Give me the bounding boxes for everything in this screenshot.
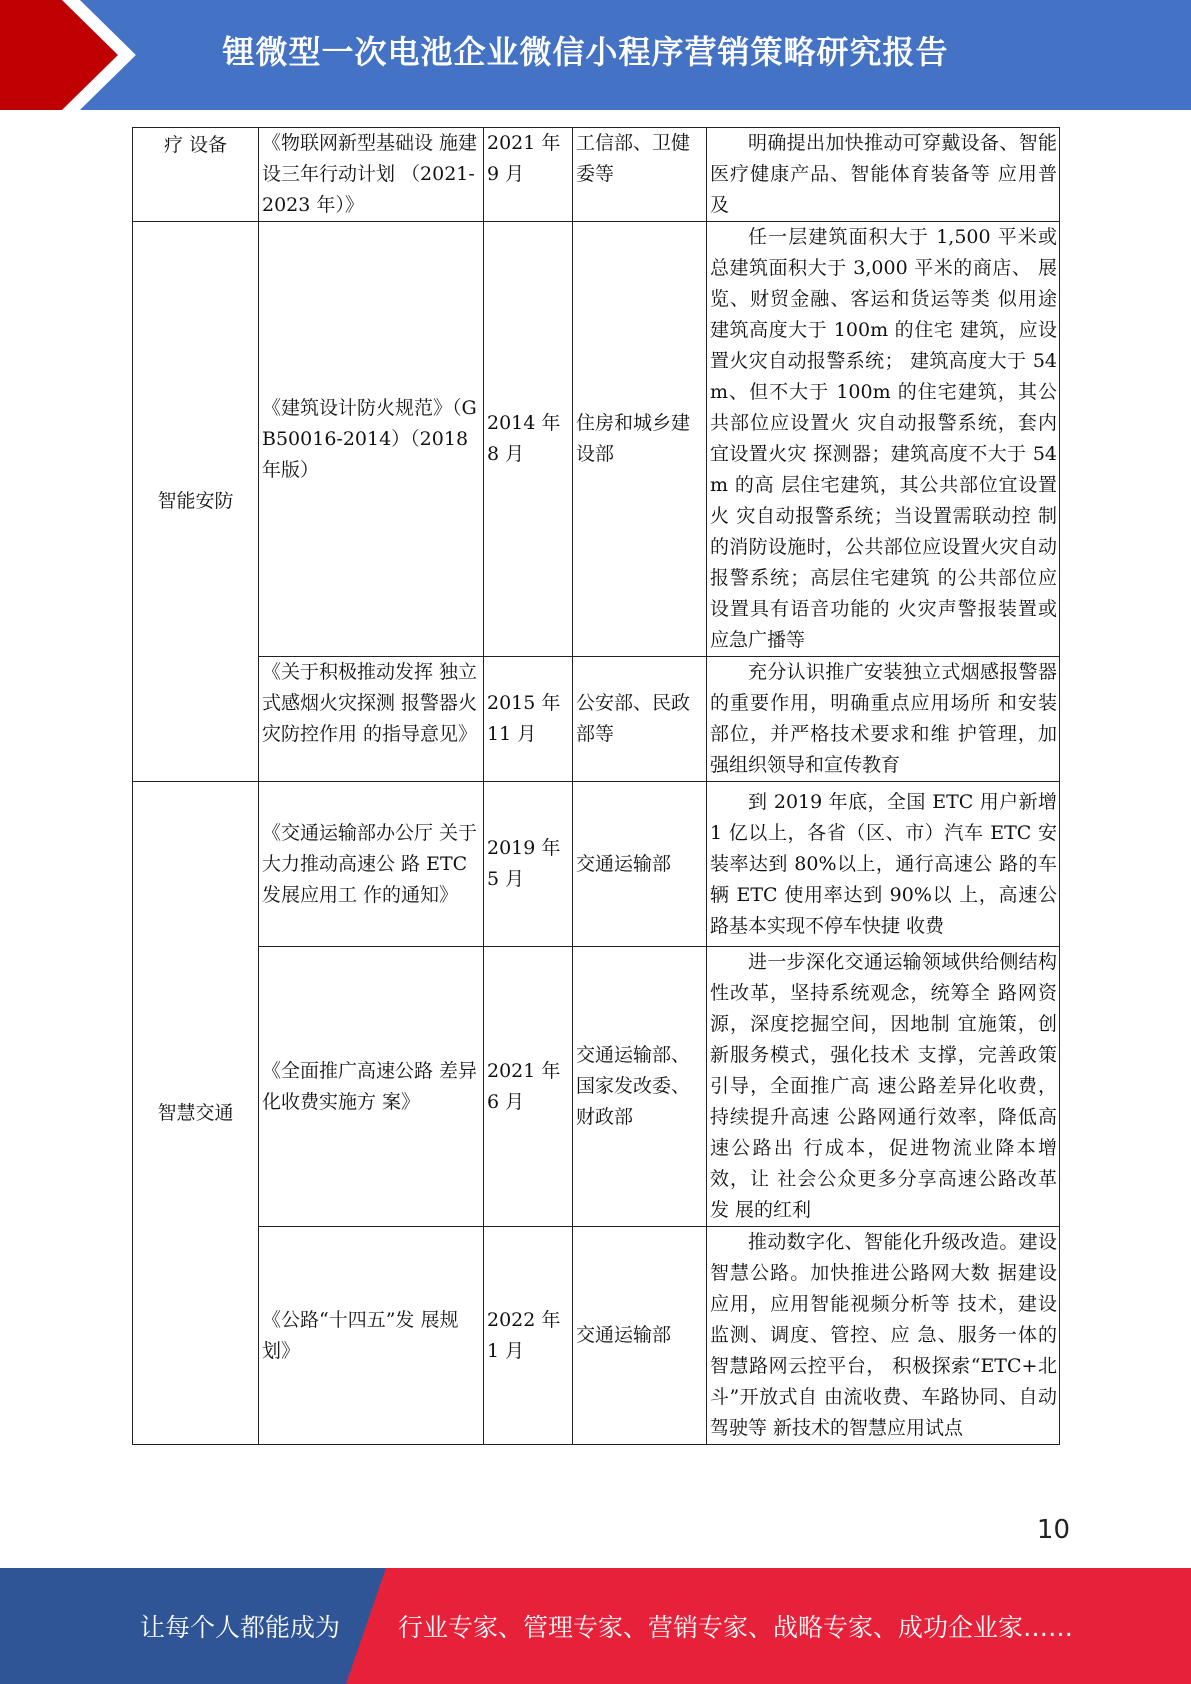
dept-cell: 工信部、卫健委等 xyxy=(573,128,707,222)
table-row xyxy=(133,1227,1060,1445)
table-row xyxy=(133,782,1060,947)
table-row xyxy=(133,222,1060,657)
category-cell: 智能安防 xyxy=(133,222,259,782)
footer-slogan-left: 让每个人都能成为 xyxy=(140,1613,341,1642)
date-cell: 2021 年 9 月 xyxy=(484,128,573,222)
date-cell: 2022 年 1 月 xyxy=(484,1227,573,1445)
category-cell: 疗 设备 xyxy=(133,128,259,222)
dept-cell: 交通运输部 xyxy=(573,782,707,947)
report-title: 锂微型一次电池企业微信小程序营销策略研究报告 xyxy=(222,33,949,71)
desc-cell: 明确提出加快推动可穿戴设备、智能医疗健康产品、智能体育装备等 应用普及 xyxy=(707,128,1060,222)
date-cell: 2015 年 11 月 xyxy=(484,657,573,782)
date-cell: 2021 年 6 月 xyxy=(484,947,573,1227)
date-cell: 2019 年 5 月 xyxy=(484,782,573,947)
page-footer xyxy=(0,1568,1191,1684)
desc-cell: 充分认识推广安装独立式烟感报警器的重要作用，明确重点应用场所 和安装部位，并严格技术要求和维 护管理，加强组织领导和宣传教育 xyxy=(707,657,1060,782)
footer-slogan-right: 行业专家、管理专家、营销专家、战略专家、成功企业家…… xyxy=(398,1613,1074,1642)
dept-cell: 交通运输部 xyxy=(573,1227,707,1445)
date-cell: 2014 年 8 月 xyxy=(484,222,573,657)
header-arrow-icon xyxy=(0,0,150,110)
policy-cell: 《建筑设计防火规范》（GB50016-2014）（2018 年版） xyxy=(259,222,484,657)
policy-cell: 《全面推广高速公路 差异化收费实施方 案》 xyxy=(259,947,484,1227)
policy-cell: 《关于积极推动发挥 独立式感烟火灾探测 报警器火灾防控作用 的指导意见》 xyxy=(259,657,484,782)
desc-cell: 到 2019 年底，全国 ETC 用户新增 1 亿以上，各省（区、市）汽车 ETC 安装率达到 80%以上，通行高速公 路的车辆 ETC 使用率达到 90%以 上，高速公路基本实现不停车快捷 收费 xyxy=(707,782,1060,947)
desc-cell: 进一步深化交通运输领域供给侧结构性改革，坚持系统观念，统筹全 路网资源，深度挖掘空间，因地制 宜施策，创新服务模式，强化技术 支撑，完善政策引导，全面推广高 速公路差异化收费，持续提升高速 公路网通行效率，降低高速公路出 行成本，促进物流业降本增效，让 社会公众更多分享高速公路改革发 展的红利 xyxy=(707,947,1060,1227)
policy-cell: 《交通运输部办公厅 关于大力推动高速公 路 ETC 发展应用工 作的通知》 xyxy=(259,782,484,947)
policy-table xyxy=(132,127,1060,1445)
dept-cell: 交通运输部、国家发改委、财政部 xyxy=(573,947,707,1227)
table-row xyxy=(133,657,1060,782)
page-header xyxy=(0,0,1191,110)
page-number: 10 xyxy=(1036,1515,1070,1545)
policy-cell: 《物联网新型基础设 施建设三年行动计划 （2021-2023 年）》 xyxy=(259,128,484,222)
desc-cell: 任一层建筑面积大于 1,500 平米或总建筑面积大于 3,000 平米的商店、 展览、财贸金融、客运和货运等类 似用途建筑高度大于 100m 的住宅 建筑，应设置火灾自动报警系统； 建筑高度大于 54m、但不大于 100m 的住宅建筑，其公共部位应设置火 灾自动报警系统，套内宜设置火灾 探测器；建筑高度不大于 54m 的高 层住宅建筑，其公共部位宜设置火 灾自动报警系统；当设置需联动控 制的消防设施时，公共部位应设置火灾自动报警系统；高层住宅建筑 的公共部位应设置具有语音功能的 火灾声警报装置或应急广播等 xyxy=(707,222,1060,657)
table-row xyxy=(133,128,1060,222)
policy-cell: 《公路“十四五”发 展规划》 xyxy=(259,1227,484,1445)
dept-cell: 公安部、民政部等 xyxy=(573,657,707,782)
policy-table-wrap xyxy=(132,127,1059,1445)
category-cell: 智慧交通 xyxy=(133,782,259,1445)
desc-cell: 推动数字化、智能化升级改造。建设智慧公路。加快推进公路网大数 据建设应用，应用智能视频分析等 技术，建设监测、调度、管控、应 急、服务一体的智慧路网云控平台， 积极探索“ETC+北斗”开放式自 由流收费、车路协同、自动驾驶等 新技术的智慧应用试点 xyxy=(707,1227,1060,1445)
dept-cell: 住房和城乡建设部 xyxy=(573,222,707,657)
table-row xyxy=(133,947,1060,1227)
